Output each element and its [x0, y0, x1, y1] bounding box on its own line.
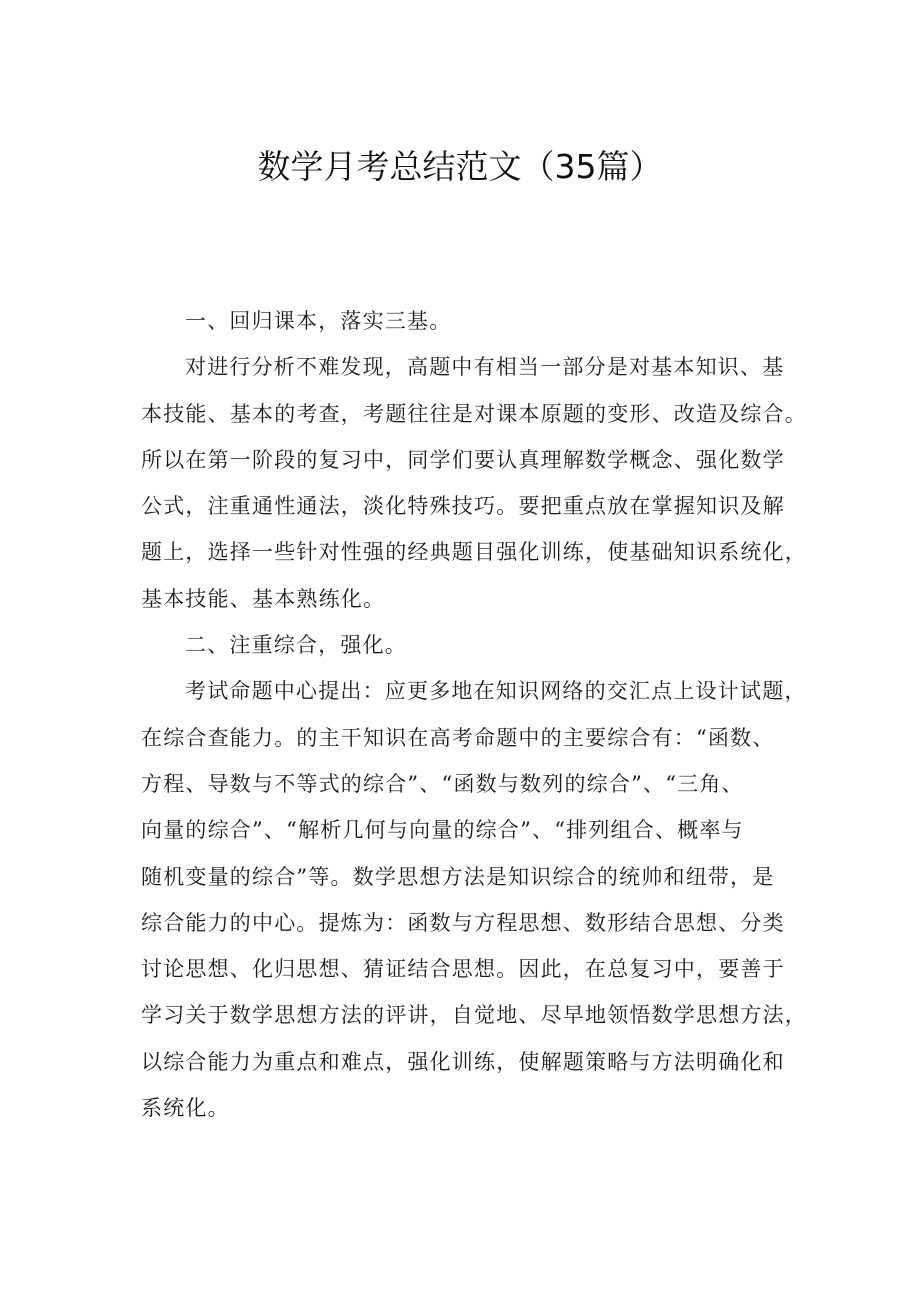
text-line: 系统化。	[141, 1096, 230, 1121]
section-heading-1	[141, 298, 807, 344]
text-line: 学习关于数学思想方法的评讲，自觉地、尽早地领悟数学思想方法，	[141, 1003, 807, 1028]
text-line: 考试命题中心提出：应更多地在知识网络的交汇点上设计试题，	[185, 679, 807, 704]
text-line: 以综合能力为重点和难点，强化训练，使解题策略与方法明确化和	[141, 1049, 785, 1074]
text-line: 在综合查能力。的主干知识在高考命题中的主要综合有：“函数、	[141, 725, 775, 750]
text-line: 对进行分析不难发现，高题中有相当一部分是对基本知识、基	[185, 355, 785, 380]
text-line: 所以在第一阶段的复习中，同学们要认真理解数学概念、强化数学	[141, 447, 785, 472]
section-heading-2	[141, 622, 807, 668]
text-line: 向量的综合”、“解析几何与向量的综合”、“排列组合、概率与	[141, 818, 744, 843]
text-line: 随机变量的综合”等。数学思想方法是知识综合的统帅和纽带，是	[141, 864, 775, 889]
paragraph-synthesis	[141, 668, 807, 1131]
text-line: 综合能力的中心。提炼为：函数与方程思想、数形结合思想、分类	[141, 910, 785, 935]
text-line: 一、回归课本，落实三基。	[185, 309, 452, 333]
text-line: 题上，选择一些针对性强的经典题目强化训练，使基础知识系统化，	[141, 540, 807, 565]
document-body	[141, 298, 807, 1131]
text-line: 方程、导数与不等式的综合”、“函数与数列的综合”、“三角、	[141, 771, 744, 796]
paragraph-basics	[141, 344, 807, 622]
text-line: 公式，注重通性通法，淡化特殊技巧。要把重点放在掌握知识及解	[141, 494, 785, 519]
text-line: 本技能、基本的考查，考题往往是对课本原题的变形、改造及综合。	[141, 401, 807, 426]
text-line: 基本技能、基本熟练化。	[141, 586, 386, 611]
text-line: 讨论思想、化归思想、猜证结合思想。因此，在总复习中，要善于	[141, 957, 785, 982]
document-title: 数学月考总结范文（35篇）	[257, 147, 663, 186]
text-line: 二、注重综合，强化。	[185, 633, 407, 658]
